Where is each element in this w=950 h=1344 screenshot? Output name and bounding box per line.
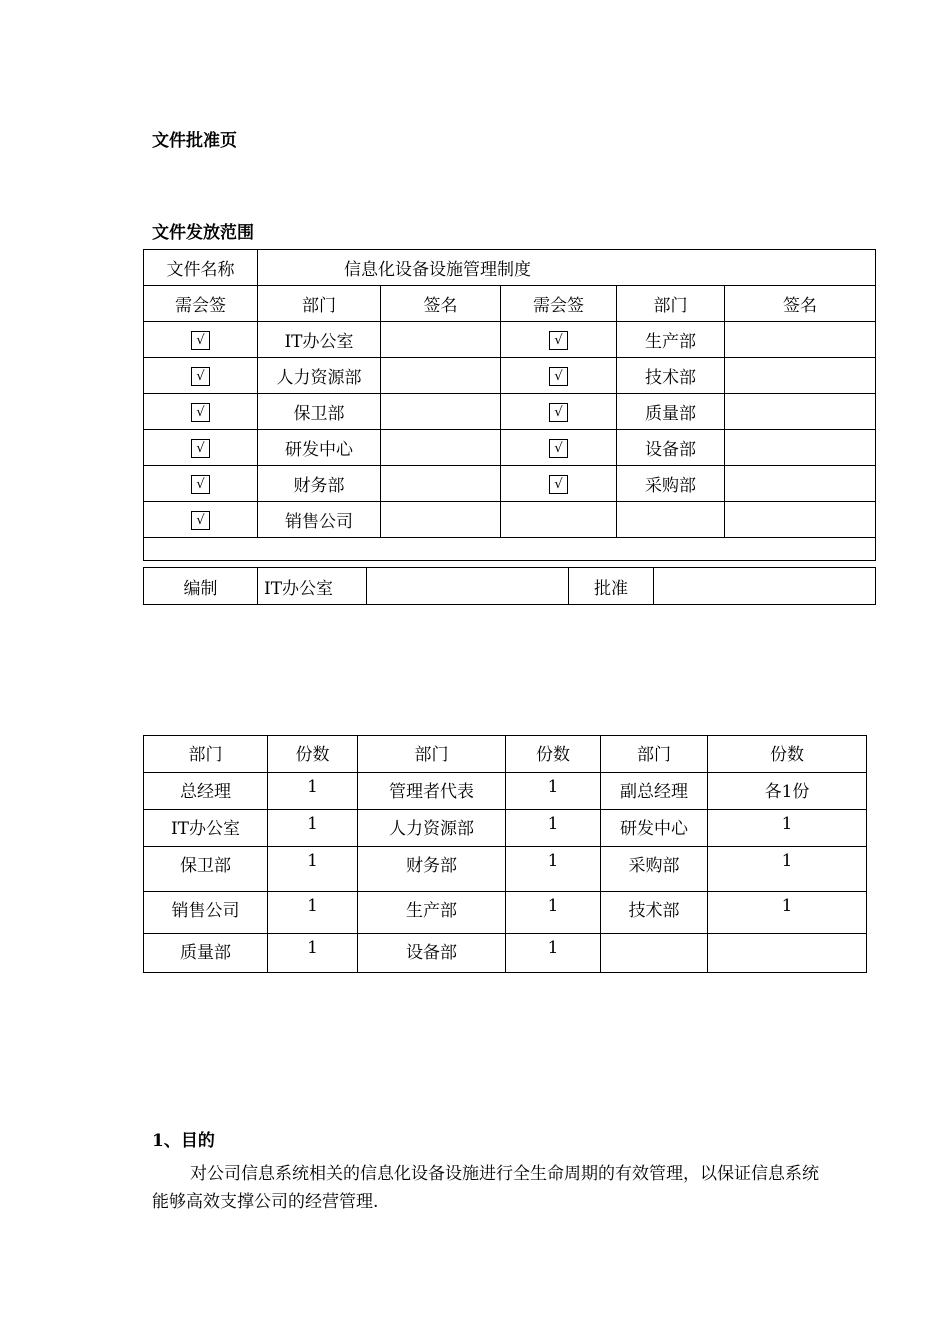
department-cell: 质量部 <box>617 394 725 430</box>
countersign-cell <box>501 502 617 538</box>
header-department: 部门 <box>358 736 506 773</box>
signature-cell <box>381 502 501 538</box>
signoff-table <box>143 249 876 561</box>
checkbox-checked[interactable]: √ <box>191 439 210 458</box>
signature-cell <box>381 394 501 430</box>
signature-cell <box>381 322 501 358</box>
checkbox-checked[interactable]: √ <box>191 403 210 422</box>
department-cell: 财务部 <box>258 466 381 502</box>
signature-cell <box>725 394 876 430</box>
header-department: 部门 <box>601 736 708 773</box>
department-cell: 人力资源部 <box>358 810 506 847</box>
signoff-row <box>144 322 876 358</box>
signature-cell <box>381 466 501 502</box>
department-cell: 保卫部 <box>144 847 268 892</box>
department-cell: 副总经理 <box>601 773 708 810</box>
countersign-cell <box>501 394 617 430</box>
copies-row <box>144 934 867 973</box>
signature-cell <box>725 322 876 358</box>
signature-cell <box>725 502 876 538</box>
countersign-cell <box>501 322 617 358</box>
countersign-cell <box>501 466 617 502</box>
prepared-by-value: IT办公室 <box>258 568 367 605</box>
department-cell: 生产部 <box>358 892 506 934</box>
copies-cell: 1 <box>506 847 601 892</box>
signature-cell <box>725 466 876 502</box>
prepared-signature-cell <box>367 568 569 605</box>
copies-cell: 1 <box>506 934 601 973</box>
signature-cell <box>725 358 876 394</box>
header-copies: 份数 <box>506 736 601 773</box>
checkbox-checked[interactable]: √ <box>549 331 568 350</box>
copies-cell: 1 <box>506 773 601 810</box>
signature-cell <box>381 430 501 466</box>
department-cell: 人力资源部 <box>258 358 381 394</box>
department-cell: 技术部 <box>617 358 725 394</box>
signoff-row <box>144 358 876 394</box>
section-purpose-body: 对公司信息系统相关的信息化设备设施进行全生命周期的有效管理，以保证信息系统能够高效支撑公司的经营管理. <box>152 1164 819 1212</box>
header-needs-countersign: 需会签 <box>501 286 617 322</box>
department-cell: 研发中心 <box>258 430 381 466</box>
department-cell: 采购部 <box>601 847 708 892</box>
distribution-copies-table <box>143 735 867 973</box>
department-cell: 销售公司 <box>144 892 268 934</box>
copies-cell: 1 <box>268 892 358 934</box>
blank-row <box>144 538 876 561</box>
checkbox-checked[interactable]: √ <box>191 367 210 386</box>
copies-cell: 1 <box>268 810 358 847</box>
section-purpose-title: 1、目的 <box>152 1131 215 1151</box>
copies-header-row <box>144 736 867 773</box>
department-cell: 质量部 <box>144 934 268 973</box>
approved-by-label: 批准 <box>569 568 654 605</box>
header-needs-countersign: 需会签 <box>144 286 258 322</box>
prepared-by-label: 编制 <box>144 568 258 605</box>
countersign-cell <box>144 430 258 466</box>
department-cell: 采购部 <box>617 466 725 502</box>
checkbox-checked[interactable]: √ <box>191 475 210 494</box>
file-name-row <box>144 250 876 286</box>
approval-footer-row <box>144 568 876 605</box>
checkbox-checked[interactable]: √ <box>191 511 210 530</box>
signoff-row <box>144 502 876 538</box>
copies-row <box>144 847 867 892</box>
department-cell: 销售公司 <box>258 502 381 538</box>
checkbox-checked[interactable]: √ <box>191 331 210 350</box>
department-cell <box>601 934 708 973</box>
copies-cell: 1 <box>268 773 358 810</box>
copies-cell: 1 <box>268 847 358 892</box>
department-cell: 管理者代表 <box>358 773 506 810</box>
copies-row <box>144 892 867 934</box>
copies-cell: 1 <box>506 810 601 847</box>
signoff-row <box>144 430 876 466</box>
copies-cell: 1 <box>506 892 601 934</box>
department-cell: 设备部 <box>358 934 506 973</box>
countersign-cell <box>501 430 617 466</box>
copies-cell: 1 <box>268 934 358 973</box>
distribution-scope-title: 文件发放范围 <box>152 223 254 243</box>
department-cell: 保卫部 <box>258 394 381 430</box>
countersign-cell <box>501 358 617 394</box>
header-department: 部门 <box>258 286 381 322</box>
file-name-label: 文件名称 <box>144 250 258 286</box>
signoff-header-row <box>144 286 876 322</box>
department-cell: 设备部 <box>617 430 725 466</box>
header-signature: 签名 <box>725 286 876 322</box>
department-cell: IT办公室 <box>258 322 381 358</box>
countersign-cell <box>144 502 258 538</box>
header-copies: 份数 <box>708 736 867 773</box>
signature-cell <box>381 358 501 394</box>
department-cell: 技术部 <box>601 892 708 934</box>
department-cell: IT办公室 <box>144 810 268 847</box>
checkbox-checked[interactable]: √ <box>549 475 568 494</box>
copies-row <box>144 810 867 847</box>
header-copies: 份数 <box>268 736 358 773</box>
checkbox-checked[interactable]: √ <box>549 403 568 422</box>
file-name-value: 信息化设备设施管理制度 <box>258 250 876 286</box>
copies-cell: 各1份 <box>708 773 867 810</box>
countersign-cell <box>144 466 258 502</box>
department-cell: 生产部 <box>617 322 725 358</box>
department-cell: 总经理 <box>144 773 268 810</box>
checkbox-checked[interactable]: √ <box>549 367 568 386</box>
copies-row <box>144 773 867 810</box>
approved-signature-cell <box>654 568 876 605</box>
signature-cell <box>725 430 876 466</box>
approval-page-title: 文件批准页 <box>152 131 237 151</box>
department-cell: 财务部 <box>358 847 506 892</box>
countersign-cell <box>144 322 258 358</box>
copies-cell <box>708 934 867 973</box>
signoff-row <box>144 466 876 502</box>
countersign-cell <box>144 358 258 394</box>
department-cell <box>617 502 725 538</box>
approval-footer-table <box>143 567 876 605</box>
copies-cell: 1 <box>708 810 867 847</box>
header-signature: 签名 <box>381 286 501 322</box>
header-department: 部门 <box>617 286 725 322</box>
blank-cell <box>144 538 876 561</box>
copies-cell: 1 <box>708 892 867 934</box>
department-cell: 研发中心 <box>601 810 708 847</box>
header-department: 部门 <box>144 736 268 773</box>
signoff-row <box>144 394 876 430</box>
copies-cell: 1 <box>708 847 867 892</box>
countersign-cell <box>144 394 258 430</box>
checkbox-checked[interactable]: √ <box>549 439 568 458</box>
